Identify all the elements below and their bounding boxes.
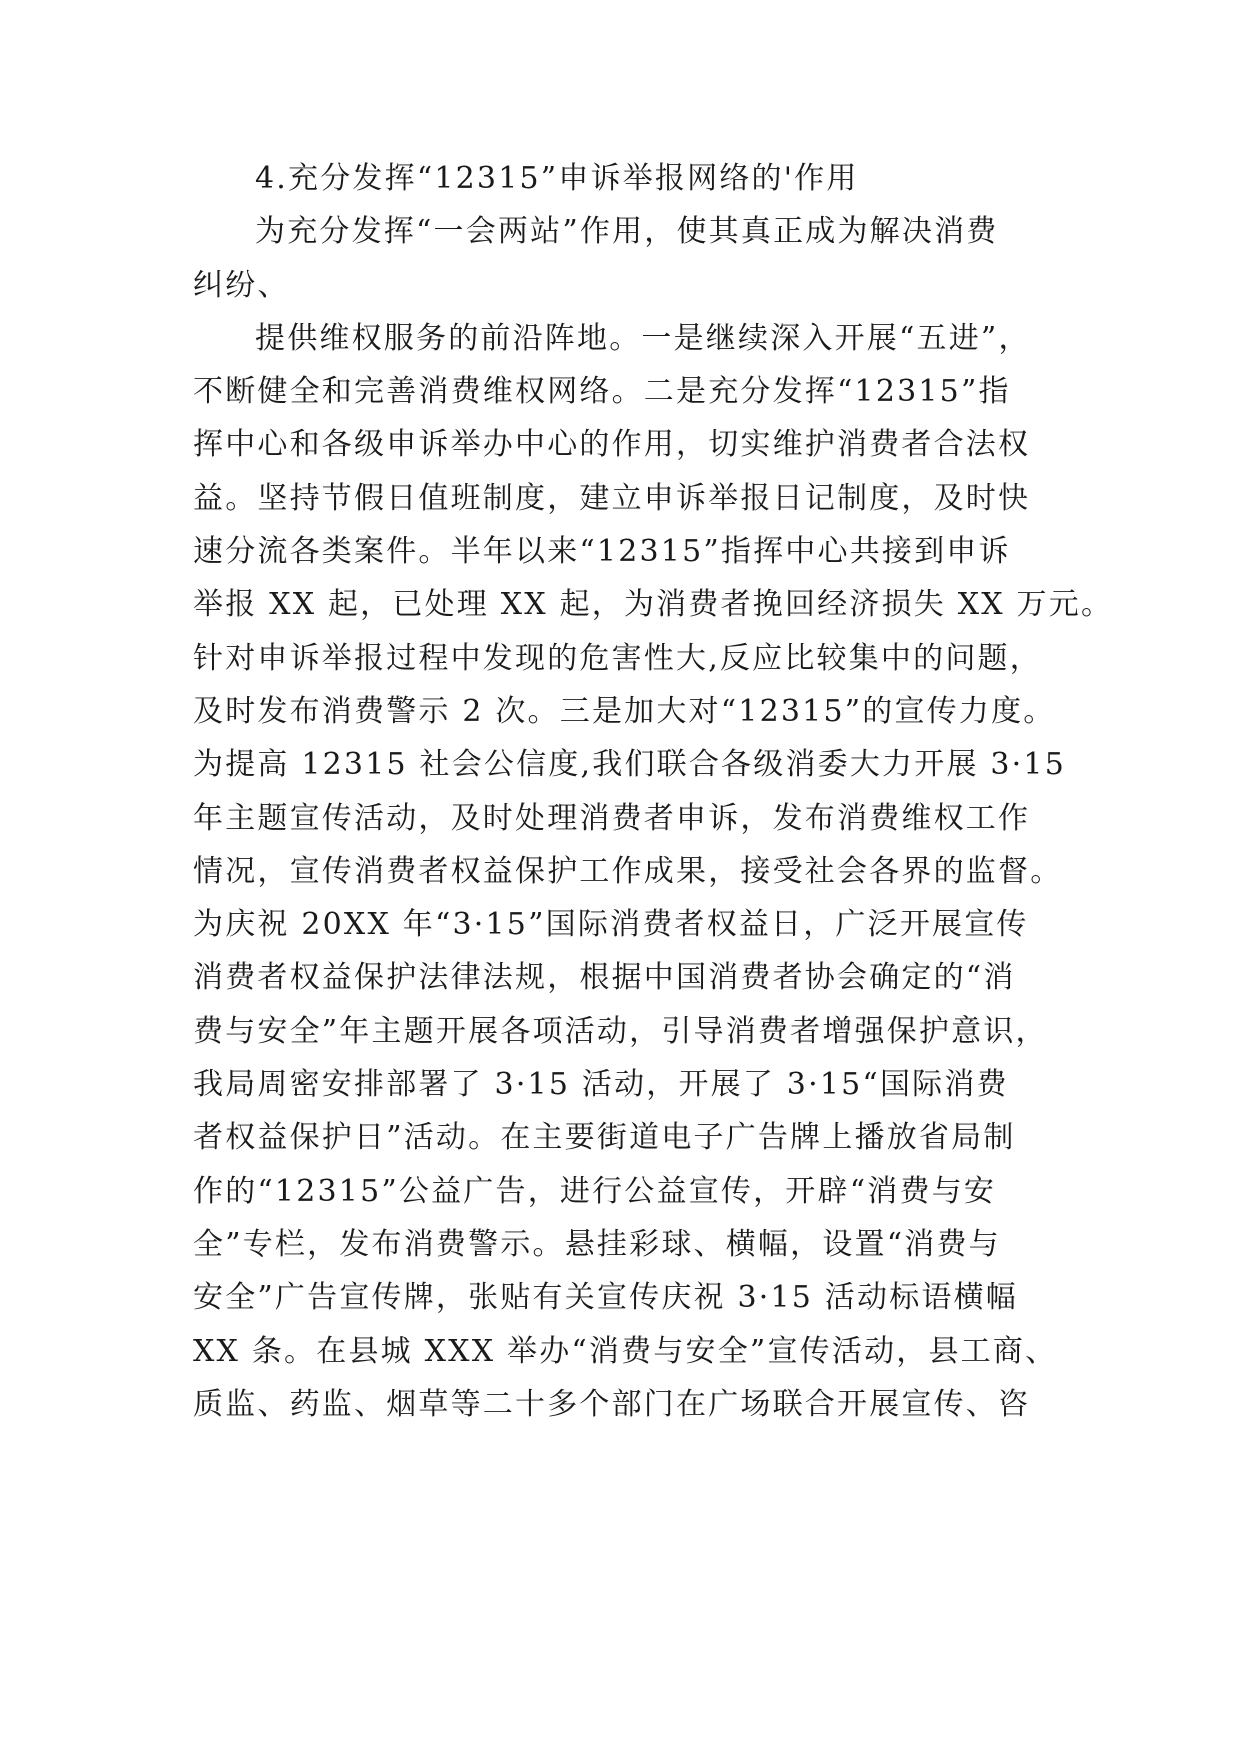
- paragraph-line: 者权益保护日”活动。在主要街道电子广告牌上播放省局制: [193, 1120, 1016, 1156]
- paragraph-line: 不断健全和完善消费维权网络。二是充分发挥“12315”指: [193, 374, 1011, 410]
- paragraph-line: 及时发布消费警示 2 次。三是加大对“12315”的宣传力度。: [193, 693, 1056, 729]
- paragraph-line: 费与安全”年主题开展各项活动，引导消费者增强保护意识，: [193, 1013, 1048, 1049]
- paragraph-line: 益。坚持节假日值班制度，建立申诉举报日记制度，及时快: [193, 480, 1031, 516]
- paragraph-line: 挥中心和各级申诉举办中心的作用，切实维护消费者合法权: [193, 427, 1031, 463]
- paragraph-line: 纠纷、: [193, 267, 290, 303]
- paragraph-line: 举报 XX 起，已处理 XX 起，为消费者挽回经济损失 XX 万元。: [193, 587, 1114, 623]
- paragraph-line: 为充分发挥“一会两站”作用，使其真正成为解决消费: [255, 214, 999, 250]
- paragraph-line: 消费者权益保护法律法规，根据中国消费者协会确定的“消: [193, 960, 1016, 996]
- paragraph-line: 针对申诉举报过程中发现的危害性大,反应比较集中的问题，: [193, 640, 1042, 676]
- paragraph-line: 年主题宣传活动，及时处理消费者申诉，发布消费维权工作: [193, 800, 1031, 836]
- paragraph-line: 速分流各类案件。半年以来“12315”指挥中心共接到申诉: [193, 534, 1011, 570]
- section-heading: 4.充分发挥“12315”申诉举报网络的'作用: [255, 161, 859, 196]
- paragraph-line: 为庆祝 20XX 年“3·15”国际消费者权益日，广泛开展宣传: [193, 907, 1029, 943]
- paragraph-line: 情况，宣传消费者权益保护工作成果，接受社会各界的监督。: [193, 853, 1063, 889]
- paragraph-line: 全”专栏，发布消费警示。悬挂彩球、横幅，设置“消费与: [193, 1226, 1001, 1262]
- paragraph-line: 质监、药监、烟草等二十多个部门在广场联合开展宣传、咨: [193, 1386, 1031, 1422]
- paragraph-line: 作的“12315”公益广告，进行公益宣传，开辟“消费与安: [193, 1173, 997, 1209]
- paragraph-line: 安全”广告宣传牌，张贴有关宣传庆祝 3·15 活动标语横幅: [193, 1280, 1019, 1316]
- paragraph-line: 为提高 12315 社会公信度,我们联合各级消委大力开展 3·15: [193, 747, 1066, 783]
- paragraph-line: XX 条。在县城 XXX 举办“消费与安全”宣传活动，县工商、: [193, 1333, 1058, 1369]
- paragraph-line: 提供维权服务的前沿阵地。一是继续深入开展“五进”，: [255, 320, 1031, 356]
- document-body: [193, 152, 1114, 1431]
- paragraph-line: 我局周密安排部署了 3·15 活动，开展了 3·15“国际消费: [193, 1067, 1009, 1103]
